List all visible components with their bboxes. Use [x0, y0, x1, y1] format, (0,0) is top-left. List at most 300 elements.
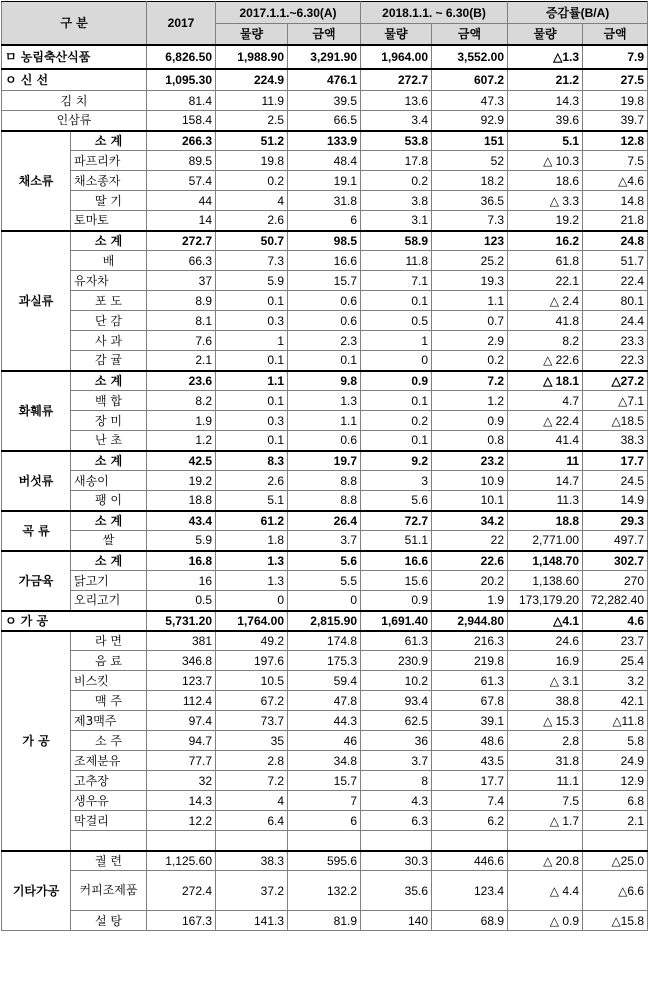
value-qty-change: 11.3 [508, 491, 583, 511]
table-row [2, 231, 648, 251]
table-row [2, 171, 648, 191]
value-qty-change: 1,138.60 [508, 571, 583, 591]
value-amt-b: 2.9 [432, 331, 508, 351]
value-amt-a: 15.7 [288, 771, 361, 791]
value-amt-a: 476.1 [288, 69, 361, 91]
value-2017: 2.1 [147, 351, 216, 371]
value-qty-change: 39.6 [508, 111, 583, 131]
value-qty-change: △ 10.3 [508, 151, 583, 171]
value-qty-b: 16.6 [361, 551, 432, 571]
value-qty-b: 3.4 [361, 111, 432, 131]
table-body [2, 45, 648, 931]
value-2017: 14 [147, 211, 216, 231]
item-label: 새송이 [71, 471, 147, 491]
value-amt-a: 39.5 [288, 91, 361, 111]
item-label: 소 계 [71, 451, 147, 471]
value-amt-a: 31.8 [288, 191, 361, 211]
value-amt-b: 10.9 [432, 471, 508, 491]
table-row [2, 771, 648, 791]
value-amt-a: 133.9 [288, 131, 361, 151]
table-row [2, 791, 648, 811]
value-amt-a: 46 [288, 731, 361, 751]
value-2017: 1,125.60 [147, 851, 216, 871]
item-label: 소 계 [71, 371, 147, 391]
value-qty-change: 2,771.00 [508, 531, 583, 551]
value-amt-a: 1.1 [288, 411, 361, 431]
table-row [2, 711, 648, 731]
value-amt-b: 7.3 [432, 211, 508, 231]
value-qty-a: 7.2 [216, 771, 288, 791]
value-2017: 42.5 [147, 451, 216, 471]
table-row [2, 451, 648, 471]
value-2017: 44 [147, 191, 216, 211]
value-qty-a: 50.7 [216, 231, 288, 251]
table-row [2, 431, 648, 451]
group-label: 화훼류 [2, 371, 71, 451]
value-qty-a: 0 [216, 591, 288, 611]
item-label: 유자차 [71, 271, 147, 291]
value-amt-change: 7.5 [583, 151, 648, 171]
item-label: 단 감 [71, 311, 147, 331]
value-qty-a: 2.6 [216, 471, 288, 491]
value-amt-b: 2,944.80 [432, 611, 508, 631]
item-label: 쌀 [71, 531, 147, 551]
value-qty-b: 8 [361, 771, 432, 791]
group-label: 과실류 [2, 231, 71, 371]
table-row [2, 331, 648, 351]
item-label: 조제분유 [71, 751, 147, 771]
value-amt-a: 59.4 [288, 671, 361, 691]
value-2017: 43.4 [147, 511, 216, 531]
value-amt-a: 0.1 [288, 351, 361, 371]
value-amt-b: 34.2 [432, 511, 508, 531]
value-qty-change: 1,148.70 [508, 551, 583, 571]
value-amt-a: 7 [288, 791, 361, 811]
value-qty-a: 4 [216, 191, 288, 211]
value-amt-change: 302.7 [583, 551, 648, 571]
value-qty-change: 7.5 [508, 791, 583, 811]
value-qty-a: 2.6 [216, 211, 288, 231]
value-qty-b: 0.1 [361, 291, 432, 311]
table-row [2, 91, 648, 111]
table-row [2, 831, 648, 851]
value-amt-change: △7.1 [583, 391, 648, 411]
value-qty-a: 6.4 [216, 811, 288, 831]
value-amt-a: 81.9 [288, 911, 361, 931]
value-2017: 8.1 [147, 311, 216, 331]
header-period-b: 2018.1.1. ~ 6.30(B) [361, 2, 508, 24]
item-label: 생우유 [71, 791, 147, 811]
value-qty-a: 0.3 [216, 311, 288, 331]
item-label: 닭고기 [71, 571, 147, 591]
value-amt-change: 22.4 [583, 271, 648, 291]
item-label: 맥 주 [71, 691, 147, 711]
value-amt-a: 66.5 [288, 111, 361, 131]
value-2017: 12.2 [147, 811, 216, 831]
table-row [2, 131, 648, 151]
value-amt-a: 132.2 [288, 871, 361, 911]
value-qty-change: △ 0.9 [508, 911, 583, 931]
value-amt-a: 98.5 [288, 231, 361, 251]
value-qty-change: 16.9 [508, 651, 583, 671]
value-qty-change: 41.4 [508, 431, 583, 451]
value-qty-change: 14.7 [508, 471, 583, 491]
value-amt-change: 80.1 [583, 291, 648, 311]
value-qty-change: 19.2 [508, 211, 583, 231]
value-amt-change: 24.4 [583, 311, 648, 331]
value-amt-change: 72,282.40 [583, 591, 648, 611]
value-qty-change: △4.1 [508, 611, 583, 631]
value-qty-change: 38.8 [508, 691, 583, 711]
export-statistics-table [1, 1, 648, 931]
value-amt-change: 7.9 [583, 45, 648, 69]
export-statistics-table-container [1, 1, 647, 981]
value-qty-change: 21.2 [508, 69, 583, 91]
value-qty-a [216, 831, 288, 851]
value-amt-b: 67.8 [432, 691, 508, 711]
table-row [2, 671, 648, 691]
item-label: 파프리카 [71, 151, 147, 171]
group-label: 가 공 [2, 631, 71, 851]
value-qty-b: 0.1 [361, 391, 432, 411]
value-amt-b: 52 [432, 151, 508, 171]
value-qty-change: 22.1 [508, 271, 583, 291]
value-qty-change: 31.8 [508, 751, 583, 771]
table-row [2, 471, 648, 491]
value-amt-b: 0.7 [432, 311, 508, 331]
value-amt-a: 15.7 [288, 271, 361, 291]
table-row [2, 631, 648, 651]
value-2017: 1.9 [147, 411, 216, 431]
header-category: 구 분 [2, 2, 147, 45]
value-qty-b: 0.9 [361, 371, 432, 391]
value-qty-b: 0.9 [361, 591, 432, 611]
table-row [2, 811, 648, 831]
value-2017: 272.7 [147, 231, 216, 251]
value-qty-a: 4 [216, 791, 288, 811]
item-label: 사 과 [71, 331, 147, 351]
value-qty-change: 173,179.20 [508, 591, 583, 611]
value-qty-a: 7.3 [216, 251, 288, 271]
table-row [2, 491, 648, 511]
value-amt-change: 17.7 [583, 451, 648, 471]
table-row [2, 191, 648, 211]
item-label: 소 주 [71, 731, 147, 751]
value-amt-change: 27.5 [583, 69, 648, 91]
value-2017: 19.2 [147, 471, 216, 491]
value-qty-change: 5.1 [508, 131, 583, 151]
value-qty-a: 1.3 [216, 571, 288, 591]
value-qty-a: 1,988.90 [216, 45, 288, 69]
table-row [2, 151, 648, 171]
table-row [2, 691, 648, 711]
value-amt-change: △15.8 [583, 911, 648, 931]
value-qty-change: △ 4.4 [508, 871, 583, 911]
value-2017: 5.9 [147, 531, 216, 551]
value-amt-b: 1.2 [432, 391, 508, 411]
value-amt-b: 7.2 [432, 371, 508, 391]
table-row [2, 511, 648, 531]
item-label: 설 탕 [71, 911, 147, 931]
row-label: 김 치 [2, 91, 147, 111]
value-amt-a: 6 [288, 211, 361, 231]
value-qty-b: 30.3 [361, 851, 432, 871]
header-change: 증감률(B/A) [508, 2, 648, 24]
value-amt-change: 12.9 [583, 771, 648, 791]
value-amt-b: 47.3 [432, 91, 508, 111]
group-label: 채소류 [2, 131, 71, 231]
value-amt-b: 0.8 [432, 431, 508, 451]
value-amt-change: △11.8 [583, 711, 648, 731]
table-row [2, 531, 648, 551]
header-year: 2017 [147, 2, 216, 45]
item-label: 고추장 [71, 771, 147, 791]
value-qty-a: 0.1 [216, 391, 288, 411]
value-amt-b: 19.3 [432, 271, 508, 291]
value-qty-change: 14.3 [508, 91, 583, 111]
value-amt-b: 22 [432, 531, 508, 551]
value-qty-change [508, 831, 583, 851]
value-qty-a: 38.3 [216, 851, 288, 871]
item-label: 궐 련 [71, 851, 147, 871]
value-qty-b: 15.6 [361, 571, 432, 591]
table-row [2, 611, 648, 631]
value-amt-a [288, 831, 361, 851]
item-label: 소 계 [71, 231, 147, 251]
item-label: 딸 기 [71, 191, 147, 211]
table-row [2, 351, 648, 371]
value-amt-a: 3,291.90 [288, 45, 361, 69]
value-amt-a: 47.8 [288, 691, 361, 711]
value-2017: 1.2 [147, 431, 216, 451]
value-amt-change: 42.1 [583, 691, 648, 711]
value-amt-change: △18.5 [583, 411, 648, 431]
value-2017: 81.4 [147, 91, 216, 111]
value-qty-a: 0.1 [216, 431, 288, 451]
value-qty-change: △ 18.1 [508, 371, 583, 391]
value-amt-change: 25.4 [583, 651, 648, 671]
value-qty-b: 61.3 [361, 631, 432, 651]
value-qty-b: 0.2 [361, 171, 432, 191]
value-amt-b: 68.9 [432, 911, 508, 931]
value-amt-b: 10.1 [432, 491, 508, 511]
value-amt-a: 0.6 [288, 311, 361, 331]
value-qty-a: 51.2 [216, 131, 288, 151]
value-amt-b: 7.4 [432, 791, 508, 811]
value-amt-change: △6.6 [583, 871, 648, 911]
value-amt-b: 22.6 [432, 551, 508, 571]
value-2017: 272.4 [147, 871, 216, 911]
value-amt-b: 48.6 [432, 731, 508, 751]
value-qty-change: △ 22.4 [508, 411, 583, 431]
value-amt-a: 0.6 [288, 431, 361, 451]
value-amt-b: 123 [432, 231, 508, 251]
value-2017: 381 [147, 631, 216, 651]
header-qty-change: 물량 [508, 24, 583, 45]
value-qty-a: 11.9 [216, 91, 288, 111]
value-2017: 97.4 [147, 711, 216, 731]
value-qty-b: 17.8 [361, 151, 432, 171]
value-qty-b: 272.7 [361, 69, 432, 91]
value-amt-change: 19.8 [583, 91, 648, 111]
value-qty-change: △ 3.1 [508, 671, 583, 691]
value-amt-change: 29.3 [583, 511, 648, 531]
value-2017: 158.4 [147, 111, 216, 131]
value-amt-change: △27.2 [583, 371, 648, 391]
value-amt-b: 18.2 [432, 171, 508, 191]
value-amt-b: 92.9 [432, 111, 508, 131]
value-qty-a: 37.2 [216, 871, 288, 911]
value-amt-a: 8.8 [288, 471, 361, 491]
item-label: 장 미 [71, 411, 147, 431]
value-qty-a: 5.1 [216, 491, 288, 511]
value-amt-a: 174.8 [288, 631, 361, 651]
value-qty-a: 35 [216, 731, 288, 751]
value-amt-a: 9.8 [288, 371, 361, 391]
table-row [2, 751, 648, 771]
value-qty-change: 41.8 [508, 311, 583, 331]
table-row [2, 851, 648, 871]
value-amt-a: 2.3 [288, 331, 361, 351]
header-qty-a: 물량 [216, 24, 288, 45]
value-amt-change: 270 [583, 571, 648, 591]
header-amt-a: 금액 [288, 24, 361, 45]
value-2017: 18.8 [147, 491, 216, 511]
value-2017: 37 [147, 271, 216, 291]
value-qty-a: 5.9 [216, 271, 288, 291]
value-2017: 167.3 [147, 911, 216, 931]
value-amt-b: 61.3 [432, 671, 508, 691]
value-qty-b: 62.5 [361, 711, 432, 731]
value-qty-b: 93.4 [361, 691, 432, 711]
value-qty-b: 6.3 [361, 811, 432, 831]
value-amt-b: 1.9 [432, 591, 508, 611]
value-2017: 77.7 [147, 751, 216, 771]
value-amt-change: 4.6 [583, 611, 648, 631]
value-2017: 8.2 [147, 391, 216, 411]
item-label: 소 계 [71, 551, 147, 571]
value-2017: 16 [147, 571, 216, 591]
value-amt-change: △25.0 [583, 851, 648, 871]
value-amt-b: 219.8 [432, 651, 508, 671]
value-amt-b: 123.4 [432, 871, 508, 911]
value-qty-a: 61.2 [216, 511, 288, 531]
value-2017: 32 [147, 771, 216, 791]
value-qty-change: 24.6 [508, 631, 583, 651]
value-qty-change: 11.1 [508, 771, 583, 791]
value-qty-b: 1,691.40 [361, 611, 432, 631]
value-2017: 8.9 [147, 291, 216, 311]
value-amt-change: 23.7 [583, 631, 648, 651]
value-qty-a: 10.5 [216, 671, 288, 691]
value-amt-change: 3.2 [583, 671, 648, 691]
value-qty-b: 1 [361, 331, 432, 351]
value-qty-change: 2.8 [508, 731, 583, 751]
value-amt-b: 3,552.00 [432, 45, 508, 69]
value-amt-b: 6.2 [432, 811, 508, 831]
value-qty-b: 3.7 [361, 751, 432, 771]
value-qty-a: 49.2 [216, 631, 288, 651]
value-qty-change: 11 [508, 451, 583, 471]
item-label: 백 합 [71, 391, 147, 411]
value-qty-change: 16.2 [508, 231, 583, 251]
value-qty-b: 11.8 [361, 251, 432, 271]
value-2017: 16.8 [147, 551, 216, 571]
value-qty-a: 1.1 [216, 371, 288, 391]
value-amt-a: 6 [288, 811, 361, 831]
table-row [2, 251, 648, 271]
value-2017: 112.4 [147, 691, 216, 711]
value-qty-b: 4.3 [361, 791, 432, 811]
value-qty-a: 8.3 [216, 451, 288, 471]
table-row [2, 311, 648, 331]
item-label: 팽 이 [71, 491, 147, 511]
value-amt-a: 26.4 [288, 511, 361, 531]
group-label: 곡 류 [2, 511, 71, 551]
value-qty-a: 1.3 [216, 551, 288, 571]
value-qty-b: 13.6 [361, 91, 432, 111]
value-amt-b: 607.2 [432, 69, 508, 91]
header-amt-change: 금액 [583, 24, 648, 45]
value-2017: 346.8 [147, 651, 216, 671]
value-2017: 23.6 [147, 371, 216, 391]
value-amt-b: 446.6 [432, 851, 508, 871]
value-amt-a: 48.4 [288, 151, 361, 171]
table-row [2, 651, 648, 671]
value-amt-change: 24.8 [583, 231, 648, 251]
value-qty-a: 1,764.00 [216, 611, 288, 631]
value-qty-change: 4.7 [508, 391, 583, 411]
value-amt-b: 23.2 [432, 451, 508, 471]
table-row [2, 69, 648, 91]
value-qty-change: △1.3 [508, 45, 583, 69]
value-qty-a: 0.1 [216, 291, 288, 311]
value-2017: 94.7 [147, 731, 216, 751]
value-qty-a: 67.2 [216, 691, 288, 711]
value-amt-change: 23.3 [583, 331, 648, 351]
value-qty-b [361, 831, 432, 851]
value-2017: 7.6 [147, 331, 216, 351]
value-qty-b: 1,964.00 [361, 45, 432, 69]
value-amt-b: 17.7 [432, 771, 508, 791]
value-amt-a: 5.5 [288, 571, 361, 591]
table-header [2, 2, 648, 45]
item-label: 감 귤 [71, 351, 147, 371]
value-amt-a: 3.7 [288, 531, 361, 551]
value-amt-change: 38.3 [583, 431, 648, 451]
header-amt-b: 금액 [432, 24, 508, 45]
table-row [2, 911, 648, 931]
value-amt-change: 22.3 [583, 351, 648, 371]
header-period-a: 2017.1.1.~6.30(A) [216, 2, 361, 24]
value-amt-b: 39.1 [432, 711, 508, 731]
value-qty-b: 140 [361, 911, 432, 931]
item-label: 막걸리 [71, 811, 147, 831]
value-amt-b: 151 [432, 131, 508, 151]
value-qty-a: 2.8 [216, 751, 288, 771]
item-label: 포 도 [71, 291, 147, 311]
value-amt-a: 34.8 [288, 751, 361, 771]
value-amt-b [432, 831, 508, 851]
value-qty-change: △ 22.6 [508, 351, 583, 371]
value-amt-change: 51.7 [583, 251, 648, 271]
value-qty-b: 7.1 [361, 271, 432, 291]
value-qty-a: 197.6 [216, 651, 288, 671]
value-amt-change [583, 831, 648, 851]
value-amt-a: 0 [288, 591, 361, 611]
value-qty-b: 51.1 [361, 531, 432, 551]
item-label: 채소종자 [71, 171, 147, 191]
